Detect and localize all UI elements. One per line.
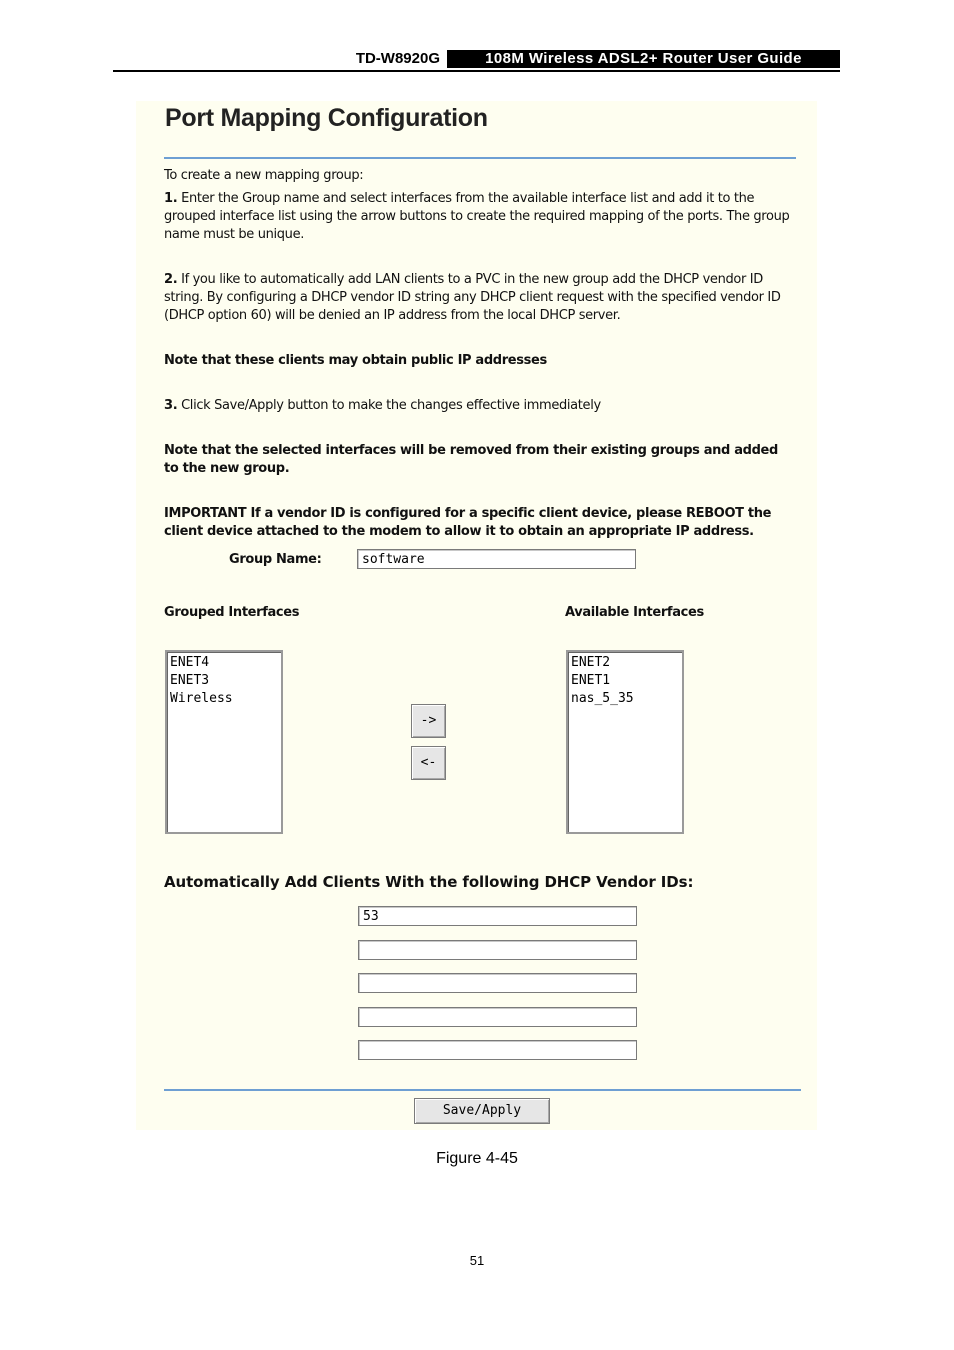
step-3-text: Click Save/Apply button to make the changes effective immediately xyxy=(177,398,601,413)
list-item[interactable]: Wireless xyxy=(170,691,233,706)
important-note: IMPORTANT If a vendor ID is configured for a specific client device, please REBOOT the client device attached to the modem to allow it to obtain an appropriate IP address. xyxy=(164,506,772,539)
list-item[interactable]: ENET2 xyxy=(571,655,611,670)
available-interfaces-list[interactable] xyxy=(566,650,684,834)
note-interfaces-removed: Note that the selected interfaces will be removed from their existing groups and added to the new group. xyxy=(164,443,778,476)
page-number: 51 xyxy=(469,1253,485,1268)
step-3 xyxy=(164,397,796,415)
grouped-interfaces-label: Grouped Interfaces xyxy=(164,605,300,620)
save-apply-button[interactable]: Save/Apply xyxy=(414,1098,550,1124)
available-interfaces-label: Available Interfaces xyxy=(565,605,704,620)
move-left-button[interactable]: <- xyxy=(411,746,446,780)
vendor-id-input-5[interactable] xyxy=(358,1040,637,1060)
step-1-text: Enter the Group name and select interfaces from the available interface list and add it to the grouped interface list using the arrow buttons to create the required mapping of the ports. The group name must be unique. xyxy=(164,191,790,242)
vendor-id-input-2[interactable] xyxy=(358,940,637,960)
top-divider xyxy=(164,157,796,159)
page-title: Port Mapping Configuration xyxy=(165,104,488,132)
grouped-interfaces-list[interactable] xyxy=(165,650,283,834)
step-2-text: If you like to automatically add LAN clients to a PVC in the new group add the DHCP vendor ID string. By configuring a DHCP vendor ID string any DHCP client request with the specified vendor ID (DHCP option 60) will be denied an IP address from the local DHCP server. xyxy=(164,272,781,323)
bottom-divider xyxy=(164,1089,801,1091)
group-name-label: Group Name: xyxy=(229,552,322,567)
step-1 xyxy=(164,190,796,244)
vendor-id-input-4[interactable] xyxy=(358,1007,637,1027)
header-model: TD-W8920G xyxy=(355,50,440,67)
list-item[interactable]: nas_5_35 xyxy=(571,691,634,706)
step-1-number: 1. xyxy=(164,191,178,206)
figure-caption: Figure 4-45 xyxy=(436,1150,518,1167)
vendor-id-input-3[interactable] xyxy=(358,973,637,993)
list-item[interactable]: ENET1 xyxy=(571,673,611,688)
intro-text: To create a new mapping group: xyxy=(164,168,364,183)
header-guide-title: 108M Wireless ADSL2+ Router User Guide xyxy=(447,50,840,68)
group-name-input[interactable] xyxy=(357,549,636,569)
step-2-number: 2. xyxy=(164,272,178,287)
list-item[interactable]: ENET4 xyxy=(170,655,210,670)
vendor-ids-heading: Automatically Add Clients With the following DHCP Vendor IDs: xyxy=(164,873,694,891)
move-right-button[interactable]: -> xyxy=(411,704,446,738)
step-2 xyxy=(164,271,796,325)
vendor-id-input-1[interactable] xyxy=(358,906,637,926)
note-public-ip: Note that these clients may obtain public IP addresses xyxy=(164,353,547,368)
list-item[interactable]: ENET3 xyxy=(170,673,210,688)
step-3-number: 3. xyxy=(164,398,178,413)
header-rule xyxy=(113,70,840,72)
